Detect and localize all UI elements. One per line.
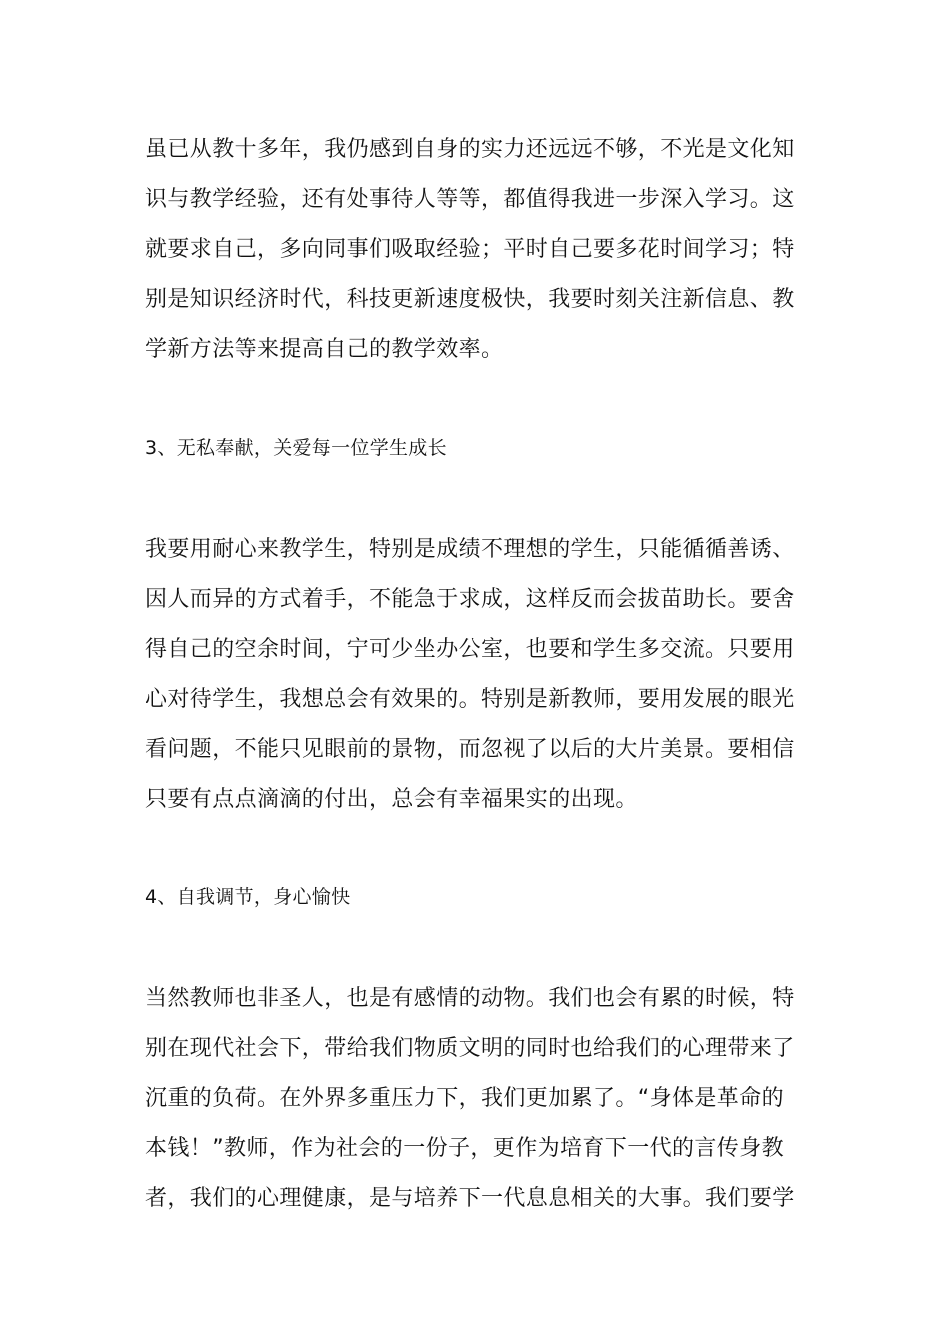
section-heading-3: 3、无私奉献，关爱每一位学生成长 <box>145 437 447 459</box>
paragraph-line: 只要有点点滴滴的付出，总会有幸福果实的出现。 <box>145 787 638 812</box>
paragraph-line: 者，我们的心理健康，是与培养下一代息息相关的大事。我们要学 <box>145 1186 795 1211</box>
paragraph-line: 学新方法等来提高自己的教学效率。 <box>145 337 504 362</box>
paragraph-line: 得自己的空余时间，宁可少坐办公室，也要和学生多交流。只要用 <box>145 637 795 662</box>
paragraph-line: 因人而异的方式着手，不能急于求成，这样反而会拔苗助长。要舍 <box>145 587 795 612</box>
paragraph-line: 沉重的负荷。在外界多重压力下，我们更加累了。“身体是革命的 <box>145 1086 784 1111</box>
paragraph-line: 看问题，不能只见眼前的景物，而忽视了以后的大片美景。要相信 <box>145 737 795 762</box>
paragraph-line: 虽已从教十多年，我仍感到自身的实力还远远不够，不光是文化知 <box>145 137 795 162</box>
paragraph-line: 本钱！”教师，作为社会的一份子，更作为培育下一代的言传身教 <box>145 1136 784 1161</box>
paragraph-line: 当然教师也非圣人，也是有感情的动物。我们也会有累的时候，特 <box>145 986 795 1011</box>
section-heading-4: 4、自我调节，身心愉快 <box>145 886 351 908</box>
paragraph-line: 别在现代社会下，带给我们物质文明的同时也给我们的心理带来了 <box>145 1036 795 1061</box>
paragraph-line: 识与教学经验，还有处事待人等等，都值得我进一步深入学习。这 <box>145 187 795 212</box>
paragraph-line: 别是知识经济时代，科技更新速度极快，我要时刻关注新信息、教 <box>145 287 795 312</box>
paragraph-line: 我要用耐心来教学生，特别是成绩不理想的学生，只能循循善诱、 <box>145 537 795 562</box>
paragraph-line: 就要求自己，多向同事们吸取经验；平时自己要多花时间学习；特 <box>145 237 795 262</box>
paragraph-line: 心对待学生，我想总会有效果的。特别是新教师，要用发展的眼光 <box>145 687 795 712</box>
